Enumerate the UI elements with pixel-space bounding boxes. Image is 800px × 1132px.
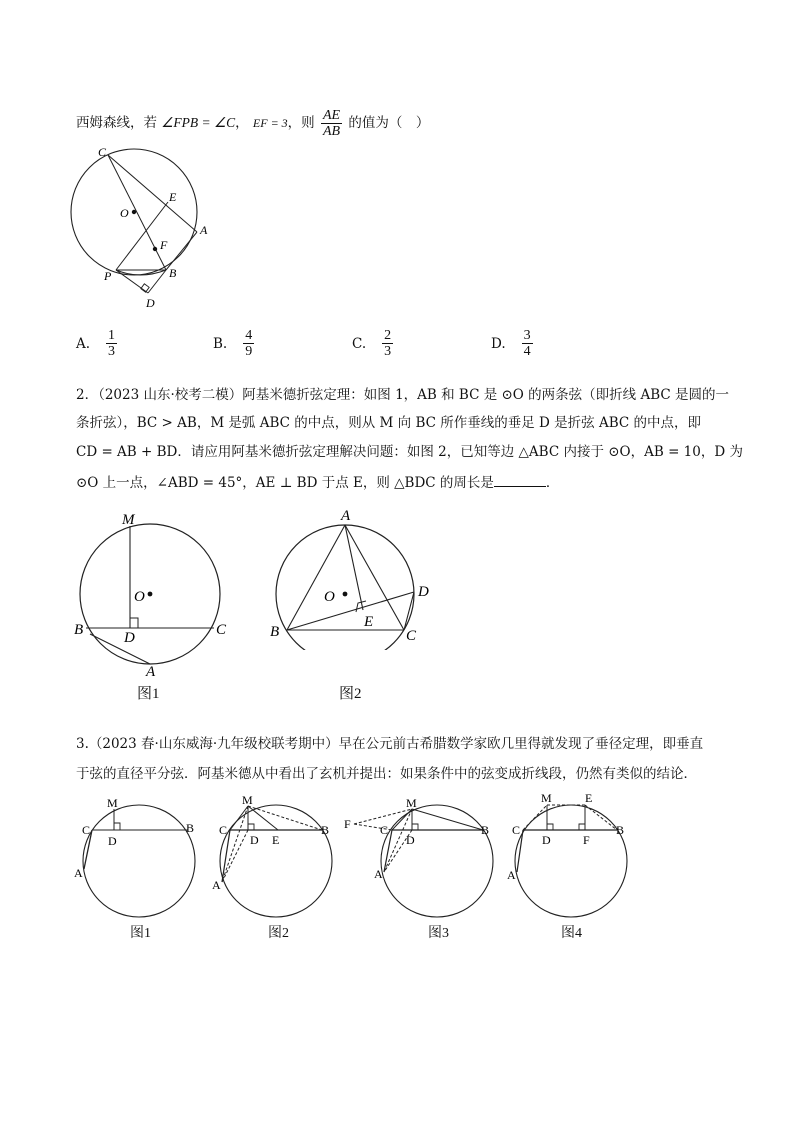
q2-f2-line-ab bbox=[287, 525, 345, 630]
q3-f1-circle bbox=[83, 805, 195, 917]
q2-figure-1 bbox=[66, 508, 266, 676]
q3-f1-label-a: A bbox=[74, 866, 83, 880]
q2-f2-line-ac bbox=[345, 525, 404, 630]
q1-option-den: 9 bbox=[245, 344, 253, 359]
q2-line-4-end: ． bbox=[545, 475, 560, 491]
q2-f1-label-d: D bbox=[124, 630, 135, 646]
q2-f1-right-angle bbox=[130, 618, 138, 628]
q3-figure-4 bbox=[503, 784, 638, 919]
q3-f2-label-b: B bbox=[321, 823, 330, 837]
q1-label-f: F bbox=[160, 238, 168, 252]
q3-f2-line-mb bbox=[248, 806, 322, 830]
q1-line-ca bbox=[108, 155, 197, 232]
q3-f4-right-angle-d bbox=[547, 824, 553, 830]
q2-f1-label-c: C bbox=[216, 622, 227, 638]
q1-stem bbox=[76, 108, 429, 139]
q2-f1-label-m: M bbox=[122, 512, 135, 528]
q1-option-a[interactable] bbox=[76, 328, 119, 359]
q2-fig1-caption: 图1 bbox=[137, 686, 160, 702]
q2-f1-label-a: A bbox=[146, 664, 156, 676]
q1-option-c[interactable] bbox=[352, 328, 395, 359]
q2-f2-label-b: B bbox=[270, 624, 280, 640]
q3-figure-2 bbox=[208, 792, 338, 924]
q3-f3-label-c: C bbox=[380, 823, 389, 837]
q3-f2-label-e: E bbox=[272, 833, 280, 847]
q1-option-num: 1 bbox=[108, 328, 116, 343]
q3-f4-line-cm bbox=[523, 805, 547, 830]
q2-f2-line-ae bbox=[345, 525, 363, 610]
q1-cond2: EF = 3 bbox=[252, 116, 288, 130]
q1-option-num: 2 bbox=[384, 328, 392, 343]
q1-sep: ， bbox=[235, 115, 249, 131]
q3-f3-right-angle bbox=[412, 824, 418, 830]
q3-f3-circle bbox=[381, 805, 493, 917]
q2-line-3: CD = AB + BD．请应用阿基米德折弦定理解决问题：如图 2，已知等边 △ABC 内接于 ⊙O，AB = 10，D 为 bbox=[76, 444, 743, 460]
q1-label-b: B bbox=[169, 266, 177, 280]
q1-line-ab bbox=[166, 232, 197, 270]
q3-figure-3 bbox=[340, 792, 500, 924]
q2-fig2-caption: 图2 bbox=[339, 686, 362, 702]
q3-f4-right-angle-f bbox=[579, 824, 585, 830]
q1-option-d[interactable] bbox=[491, 328, 535, 359]
q3-f1-label-b: B bbox=[186, 821, 195, 835]
q3-f2-line-ca bbox=[222, 830, 230, 882]
q2-f1-label-o: O bbox=[134, 589, 145, 605]
q1-point-f bbox=[153, 247, 157, 251]
q3-f3-label-f: F bbox=[344, 817, 351, 831]
q3-line-2: 于弦的直径平分弦．阿基米德从中看出了玄机并提出：如果条件中的弦变成折线段，仍然有类似的结论． bbox=[76, 766, 697, 782]
q1-text-start: 西姆森线，若 bbox=[76, 115, 157, 131]
q3-f1-label-c: C bbox=[82, 823, 91, 837]
q1-label-e: E bbox=[169, 190, 177, 204]
q3-line-1: 3.（2023 春·山东威海·九年级校联考期中）早在公元前古希腊数学家欧几里得就发现了垂径定理，即垂直 bbox=[76, 736, 704, 752]
q3-f1-label-d: D bbox=[108, 834, 117, 848]
q2-line-4: ⊙O 上一点，∠ABD = 45°，AE ⊥ BD 于点 E，则 △BDC 的周长是 bbox=[76, 475, 494, 491]
q2-f2-label-e: E bbox=[364, 614, 374, 630]
q3-figure-1 bbox=[70, 792, 200, 924]
q3-f1-label-m: M bbox=[107, 796, 118, 810]
q2-f1-label-b: B bbox=[74, 622, 84, 638]
q3-fig1-caption: 图1 bbox=[130, 926, 151, 941]
q2-f2-label-d: D bbox=[418, 584, 429, 600]
q3-f3-label-d: D bbox=[406, 833, 415, 847]
q1-option-b[interactable] bbox=[213, 328, 256, 359]
q1-line-cb bbox=[108, 155, 166, 270]
q3-f2-line-ma bbox=[222, 806, 248, 882]
q1-option-key: A. bbox=[76, 335, 91, 352]
q1-line-db bbox=[148, 270, 166, 293]
q1-figure bbox=[60, 140, 240, 315]
q1-label-p: P bbox=[104, 269, 112, 283]
q1-fraction bbox=[321, 108, 342, 139]
q3-fig2-caption: 图2 bbox=[268, 926, 289, 941]
q2-answer-blank[interactable] bbox=[494, 474, 546, 487]
q1-option-num: 3 bbox=[523, 328, 531, 343]
q3-f3-line-mb bbox=[412, 809, 483, 830]
q2-f1-line-ba bbox=[90, 634, 150, 664]
q3-f2-line-me bbox=[248, 806, 278, 830]
q3-f2-label-c: C bbox=[219, 823, 228, 837]
q2-f2-label-a: A bbox=[341, 508, 351, 524]
q1-option-den: 3 bbox=[384, 344, 392, 359]
q3-f4-label-m: M bbox=[541, 791, 552, 805]
q3-f4-label-f: F bbox=[583, 833, 590, 847]
q2-f2-center-dot bbox=[343, 592, 348, 597]
q2-f2-label-o: O bbox=[324, 589, 335, 605]
q2-line-1: 2．（2023 山东·校考二模）阿基米德折弦定理：如图 1，AB 和 BC 是 ⊙O 的两条弦（即折线 ABC 是圆的一 bbox=[76, 387, 729, 403]
q2-f1-center-dot bbox=[148, 592, 153, 597]
q2-line-4-wrap bbox=[76, 471, 559, 491]
q3-f4-label-c: C bbox=[512, 823, 521, 837]
q3-f4-label-e: E bbox=[585, 791, 593, 805]
q3-f1-right-angle bbox=[114, 823, 120, 830]
q1-label-d: D bbox=[146, 296, 155, 310]
q3-f2-circle bbox=[220, 805, 332, 917]
q3-f2-line-mc bbox=[230, 806, 248, 830]
q3-f4-label-d: D bbox=[542, 833, 551, 847]
q3-f3-label-b: B bbox=[481, 823, 490, 837]
q3-fig4-caption: 图4 bbox=[561, 926, 582, 941]
q3-f2-label-m: M bbox=[242, 793, 253, 807]
q3-f4-label-b: B bbox=[616, 823, 625, 837]
q1-label-a: A bbox=[200, 223, 208, 237]
q2-figure-2 bbox=[258, 500, 448, 650]
q1-frac-num: AE bbox=[322, 108, 341, 123]
q1-center-dot bbox=[132, 210, 136, 214]
q1-option-key: D. bbox=[491, 335, 506, 352]
q1-text-end: 的值为（ ） bbox=[348, 115, 430, 131]
q1-option-key: B. bbox=[213, 335, 228, 352]
q2-f2-line-dc bbox=[404, 592, 414, 630]
q2-f2-circle bbox=[276, 525, 414, 650]
q3-f4-circle bbox=[515, 805, 627, 917]
q2-f2-line-bd bbox=[287, 592, 414, 630]
q1-option-den: 4 bbox=[523, 344, 531, 359]
q1-option-den: 3 bbox=[108, 344, 116, 359]
q3-f2-label-a: A bbox=[212, 878, 221, 892]
q3-f2-label-d: D bbox=[250, 833, 259, 847]
q1-line-pd bbox=[116, 270, 148, 293]
q1-option-num: 4 bbox=[245, 328, 253, 343]
q1-label-o: O bbox=[120, 206, 129, 220]
q3-f3-label-m: M bbox=[406, 796, 417, 810]
q3-f2-right-angle bbox=[248, 824, 254, 830]
q3-f4-label-a: A bbox=[507, 868, 516, 882]
q1-cond1: ∠FPB = ∠C bbox=[161, 115, 236, 130]
q3-f3-line-mc bbox=[392, 809, 412, 830]
q1-option-key: C. bbox=[352, 335, 367, 352]
q3-f4-line-eb bbox=[585, 805, 617, 830]
q1-frac-den: AB bbox=[322, 124, 341, 139]
q2-line-2: 条折弦），BC > AB，M 是弧 ABC 的中点，则从 M 向 BC 所作垂线的垂足 D 是折弦 ABC 的中点，即 bbox=[76, 415, 701, 431]
q3-f3-label-a: A bbox=[374, 867, 383, 881]
q3-fig3-caption: 图3 bbox=[428, 926, 449, 941]
q1-label-c: C bbox=[98, 145, 107, 159]
q2-f2-label-c: C bbox=[406, 628, 417, 644]
q1-text-then: ，则 bbox=[287, 115, 315, 131]
